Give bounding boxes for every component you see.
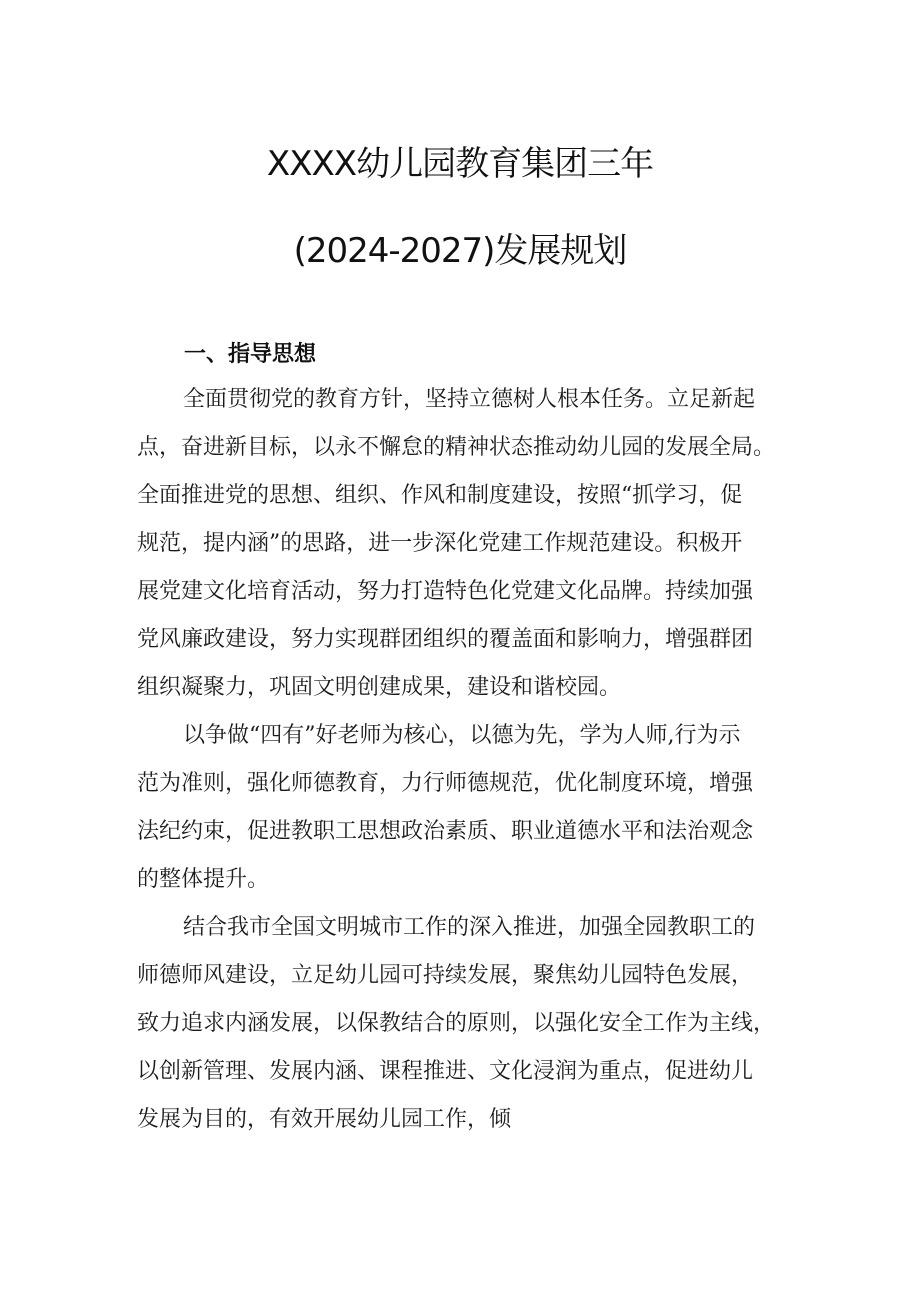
paragraph-line: 师德师风建设，立足幼儿园可持续发展，聚焦幼儿园特色发展， — [137, 963, 754, 988]
paragraph-line: 发展为目的，有效开展幼儿园工作，倾 — [137, 1107, 512, 1132]
paragraph-line: 的整体提升。 — [137, 867, 270, 892]
document-title-line-1: XXXX幼儿园教育集团三年 — [266, 144, 654, 184]
section-heading: 一、指导思想 — [184, 342, 317, 367]
paragraph-line: 展党建文化培育活动，努力打造特色化党建文化品牌。持续加强 — [137, 579, 754, 604]
paragraph-line: 以创新管理、发展内涵、课程推进、文化浸润为重点，促进幼儿 — [137, 1059, 754, 1084]
paragraph-line: 法纪约束，促进教职工思想政治素质、职业道德水平和法治观念 — [137, 819, 754, 844]
paragraph-1 — [137, 376, 817, 712]
document-title-line-2: (2024-2027)发展规划 — [293, 231, 627, 271]
paragraph-line: 全面贯彻党的教育方针，坚持立德树人根本任务。立足新起 — [183, 387, 756, 412]
paragraph-line: 点，奋进新目标，以永不懈怠的精神状态推动幼儿园的发展全局。 — [137, 435, 776, 460]
paragraph-line: 全面推进党的思想、组织、作风和制度建设，按照“抓学习，促 — [137, 483, 743, 508]
paragraph-2 — [137, 712, 817, 904]
paragraph-line: 规范，提内涵”的思路，进一步深化党建工作规范建设。积极开 — [137, 531, 743, 556]
paragraph-line: 致力追求内涵发展，以保教结合的原则，以强化安全工作为主线， — [137, 1011, 776, 1036]
paragraph-line: 党风廉政建设，努力实现群团组织的覆盖面和影响力，增强群团 — [137, 627, 754, 652]
paragraph-line: 以争做“四有”好老师为核心，以德为先，学为人师,行为示 — [183, 723, 741, 748]
paragraph-line: 组织凝聚力，巩固文明创建成果，建设和谐校园。 — [137, 675, 622, 700]
paragraph-line: 结合我市全国文明城市工作的深入推进，加强全园教职工的 — [183, 915, 756, 940]
paragraph-line: 范为准则，强化师德教育，力行师德规范，优化制度环境，增强 — [137, 771, 754, 796]
paragraph-3 — [137, 904, 817, 1144]
